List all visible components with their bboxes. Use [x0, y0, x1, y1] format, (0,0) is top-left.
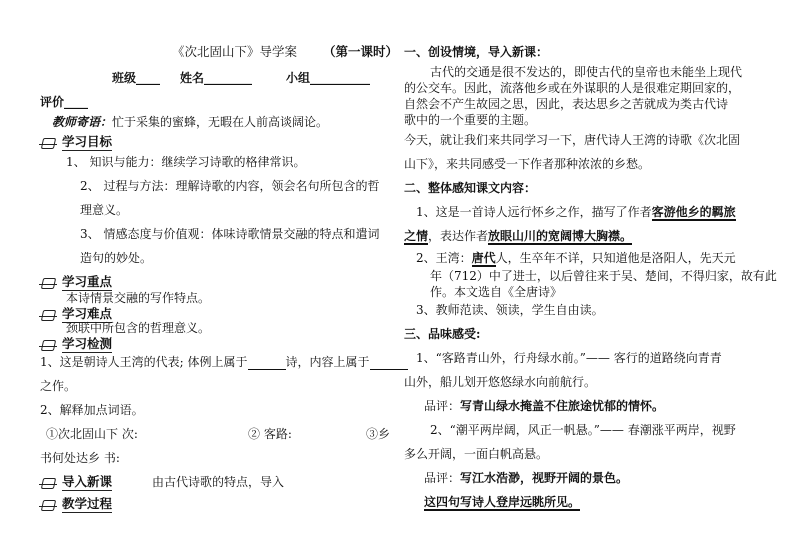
pencil-icon [40, 339, 60, 351]
question-2-item-1: ①次北固山下 次: [46, 427, 138, 441]
content-1-emphasis-3: 放眼山川的宽阔博大胸襟。 [488, 229, 633, 243]
para-2-line-1: 今天，就让我们来共同学习一下，唐代诗人王湾的诗歌《次北固 [404, 133, 741, 147]
question-2-line-2: 书何处达乡 书: [40, 451, 120, 465]
content-3: 3、教师范读、领读，学生自由读。 [416, 303, 604, 317]
question-1 [40, 354, 408, 370]
question-1-text-a: 1、这是朝诗人王湾的代表; 体例上属于 [40, 355, 248, 369]
question-2-item-2: ② 客路: [248, 427, 292, 441]
heading-2: 二、整体感知课文内容： [404, 181, 537, 195]
goal-item-3: 3、 情感态度与价值观：体味诗歌情景交融的特点和遣词 [80, 227, 380, 241]
content-2-emphasis: 唐代 [471, 251, 496, 265]
summary-text: 这四句写诗人登岸远眺所见。 [424, 495, 581, 509]
section-key-point [40, 274, 112, 291]
content-2-line-2: 年（712）中了进士，以后曾往来于吴、楚间，不得归家，故有此 [430, 269, 777, 283]
para-1-line-1: 古代的交通是很不发达的，即使古代的皇帝也未能坐上现代 [430, 65, 743, 79]
section-difficulty-label: 学习难点 [62, 306, 113, 321]
content-2-line-3: 作。本文选自《全唐诗》 [430, 285, 563, 299]
taste-2-line-1: 2、“潮平两岸阔，风正一帆悬。”—— 春潮涨平两岸，视野 [430, 423, 736, 437]
content-1-text: 1、这是一首诗人远行怀乡之作，描写了作者 [416, 205, 652, 219]
key-point-text: 本诗情景交融的写作特点。 [66, 291, 211, 305]
section-intro-label: 导入新课 [62, 474, 113, 489]
content-2-text: 2、王湾： [416, 251, 472, 265]
section-learning-goal-label: 学习目标 [62, 134, 113, 149]
page-title [172, 44, 398, 60]
goal-item-2: 2、 过程与方法：理解诗歌的内容，领会名句所包含的哲 [80, 179, 380, 193]
teacher-message [52, 114, 328, 130]
name-field[interactable]: 姓名________ [180, 71, 253, 85]
eval-field[interactable]: 评价____ [40, 95, 89, 109]
pencil-icon [40, 137, 60, 149]
class-field[interactable]: 班级____ [112, 71, 161, 85]
taste-2-line-2: 多么开阔，一面白帆高悬。 [404, 447, 549, 461]
taste-1-line-2: 山外，船儿划开悠悠绿水向前航行。 [404, 375, 597, 389]
comment-label: 品评： [424, 471, 461, 485]
pencil-icon [40, 499, 60, 511]
pencil-icon [40, 309, 60, 321]
taste-1-comment [424, 398, 664, 414]
section-process-label: 教学过程 [62, 496, 113, 511]
pencil-icon [40, 477, 60, 489]
question-1-text-b: 诗，内容上属于 [285, 355, 370, 369]
question-2: 2、解释加点词语。 [40, 403, 144, 417]
comment-text: 写青山绿水掩盖不住旅途忧郁的情怀。 [460, 399, 665, 413]
teacher-message-text: 忙于采集的蜜蜂，无暇在人前高谈阔论。 [112, 115, 329, 129]
content-1-text-2: ，表达作者 [428, 229, 489, 243]
intro-text: 由古代诗歌的特点，导入 [152, 475, 285, 489]
content-1-cont [404, 228, 632, 244]
question-2-item-3: ③乡 [366, 427, 391, 441]
question-1-cont: 之作。 [40, 379, 77, 393]
summary-line [424, 494, 580, 510]
question-1-blank-1[interactable] [248, 356, 286, 370]
section-check [40, 336, 112, 353]
comment-text: 写江水浩渺，视野开阔的景色。 [460, 471, 629, 485]
para-1-line-3: 自然会不产生故园之思，因此，表达思乡之苦就成为类古代诗 [404, 97, 729, 111]
section-learning-goal [40, 134, 112, 151]
goal-item-2-cont: 理意义。 [80, 203, 129, 217]
para-2-line-2: 山下》，来共同感受一下作者那种浓浓的乡愁。 [404, 157, 651, 171]
heading-3: 三、品味感受: [404, 327, 481, 341]
content-2-text-b: 人，生卒年不详，只知道他是洛阳人，先天元 [495, 251, 736, 265]
content-1-emphasis: 客游他乡的羁旅 [651, 205, 736, 219]
para-1-line-4: 歌中的一个重要的主题。 [404, 113, 537, 127]
para-1-line-2: 的公交车。因此，流落他乡或在外谋职的人是很难定期回家的， [404, 81, 741, 95]
title-text: 《次北固山下》导学案 [172, 44, 298, 59]
comment-label: 品评： [424, 399, 461, 413]
content-1 [416, 204, 736, 220]
section-process [40, 496, 112, 513]
content-1-emphasis-2: 之情 [404, 229, 429, 243]
heading-1: 一、创设情境，导入新课： [404, 45, 549, 59]
section-intro [40, 474, 112, 491]
taste-2-comment [424, 470, 628, 486]
taste-1-line-1: 1、“客路青山外，行舟绿水前。”—— 客行的道路绕向青青 [416, 351, 722, 365]
question-1-blank-2[interactable] [370, 356, 408, 370]
title-period: （第一课时） [323, 44, 399, 59]
difficulty-text: 颈联中所包含的哲理意义。 [66, 321, 211, 335]
goal-item-3-cont: 造句的妙处。 [80, 251, 153, 265]
teacher-message-label: 教师寄语： [52, 115, 113, 129]
content-2 [416, 250, 736, 266]
section-key-point-label: 学习重点 [62, 274, 113, 289]
goal-item-1: 1、 知识与能力：继续学习诗歌的格律常识。 [66, 155, 306, 169]
pencil-icon [40, 277, 60, 289]
section-check-label: 学习检测 [62, 336, 113, 351]
group-field[interactable]: 小组__________ [286, 71, 371, 85]
